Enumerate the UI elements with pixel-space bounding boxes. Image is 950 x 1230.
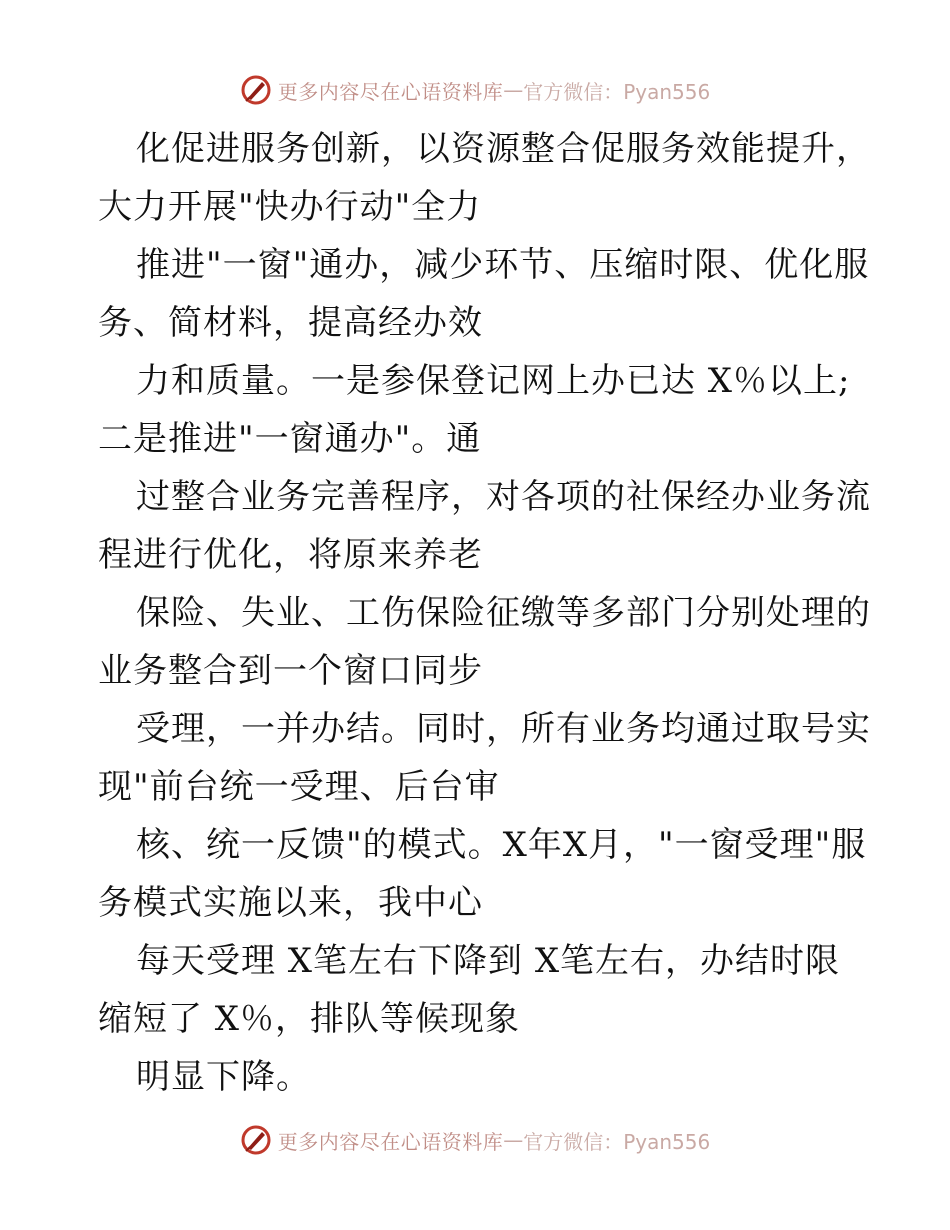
document-body [98,120,871,1106]
footer-separator: — [503,1128,524,1152]
header-banner [0,70,950,110]
body-line: 过整合业务完善程序，对各项的社保经办业务流 [136,477,871,517]
body-line: 力和质量。一是参保登记网上办已达 X％以上; [136,361,851,401]
header-brand: 更多内容尽在心语资料库 [277,79,504,104]
footer-brand: 更多内容尽在心语资料库 [277,1129,504,1154]
header-contact: 官方微信：Pyan556 [523,79,711,104]
header-separator: — [503,78,524,102]
body-line: 缩短了 X％，排队等候现象 [98,999,521,1039]
body-line: 保险、失业、工伤保险征缴等多部门分别处理的 [136,593,871,633]
body-line: 务、简材料，提高经办效 [98,303,483,343]
quill-circle-logo-icon [240,1124,272,1156]
body-line: 每天受理 X笔左右下降到 X笔左右，办结时限 [136,941,841,981]
body-line: 化促进服务创新，以资源整合促服务效能提升， [136,129,871,169]
body-line: 明显下降。 [136,1057,311,1097]
body-line: 现"前台统一受理、后台审 [98,767,500,807]
body-line: 业务整合到一个窗口同步 [98,651,483,691]
footer-contact: 官方微信：Pyan556 [523,1129,711,1154]
footer-banner [0,1120,950,1160]
body-line: 程进行优化，将原来养老 [98,535,483,575]
body-line: 务模式实施以来，我中心 [98,883,483,923]
body-line: 大力开展"快办行动"全力 [98,187,482,227]
body-line: 推进"一窗"通办，减少环节、压缩时限、优化服 [136,245,870,285]
quill-circle-logo-icon [240,74,272,106]
body-line: 二是推进"一窗通办"。通 [98,419,482,459]
body-line: 核、统一反馈"的模式。X年X月，"一窗受理"服 [136,825,867,865]
body-line: 受理，一并办结。同时，所有业务均通过取号实 [136,709,871,749]
